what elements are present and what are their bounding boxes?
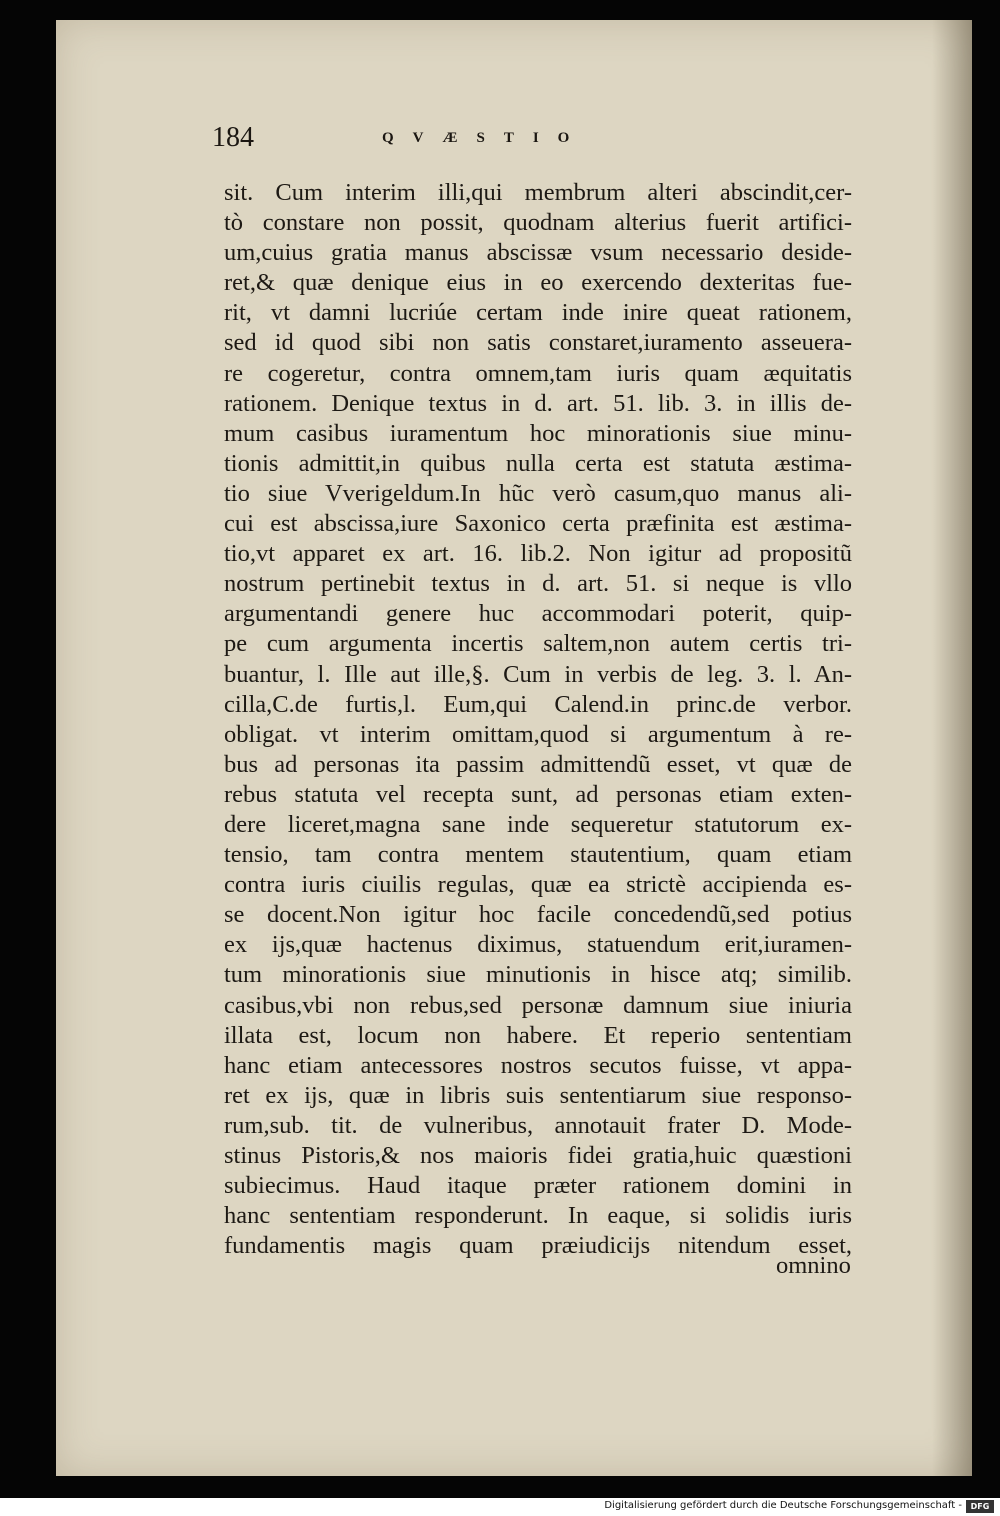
catchword: omnino	[776, 1252, 851, 1279]
text-line: tum minorationis siue minutionis in hisce atq; similib.	[224, 961, 852, 989]
text-line: buantur, l. Ille aut ille,§. Cum in verbis de leg. 3. l. An-	[224, 660, 852, 688]
text-line: cilla,C.de furtis,l. Eum,qui Calend.in princ.de verbor.	[224, 690, 852, 718]
text-line: subiecimus. Haud itaque præter rationem domini in	[224, 1172, 852, 1200]
footer-credit: Digitalisierung gefördert durch die Deutsche Forschungsgemeinschaft -	[604, 1500, 962, 1511]
running-title: QVÆSTIO	[382, 130, 589, 146]
dfg-logo: DFG	[966, 1500, 994, 1513]
text-line: cui est abscissa,iure Saxonico certa præfinita est æstima-	[224, 510, 852, 538]
text-line: rationem. Denique textus in d. art. 51. lib. 3. in illis de-	[224, 389, 852, 417]
text-line: re cogeretur, contra omnem,tam iuris quam æquitatis	[224, 359, 852, 387]
text-line: illata est, locum non habere. Et reperio sententiam	[224, 1021, 852, 1049]
text-line: sit. Cum interim illi,qui membrum alteri abscindit,cer-	[224, 179, 852, 206]
text-line: argumentandi genere huc accommodari poterit, quip-	[224, 600, 852, 628]
text-line: dere liceret,magna sane inde sequeretur statutorum ex-	[224, 810, 852, 838]
text-line: rebus statuta vel recepta sunt, ad personas etiam exten-	[224, 780, 852, 808]
text-line: hanc etiam antecessores nostros secutos fuisse, vt appa-	[224, 1051, 852, 1079]
text-line: ret,& quæ denique eius in eo exercendo dexteritas fue-	[224, 269, 852, 297]
page-spine-shadow	[932, 20, 972, 1476]
running-head	[212, 120, 812, 160]
text-line: bus ad personas ita passim admittendũ esset, vt quæ de	[224, 750, 852, 778]
text-line: pe cum argumenta incertis saltem,non autem certis tri-	[224, 630, 852, 658]
text-line: sed id quod sibi non satis constaret,iuramento asseuera-	[224, 329, 852, 357]
text-line: contra iuris ciuilis regulas, quæ ea strictè accipienda es-	[224, 871, 852, 899]
text-line: tio,vt apparet ex art. 16. lib.2. Non igitur ad propositũ	[224, 540, 852, 568]
text-line: tio siue Vverigeldum.In hũc verò casum,quo manus ali-	[224, 479, 852, 507]
text-line: mum casibus iuramentum hoc minorationis siue minu-	[224, 419, 852, 447]
text-line: ex ijs,quæ hactenus diximus, statuendum erit,iuramen-	[224, 931, 852, 959]
text-line: tò constare non possit, quodnam alterius fuerit artifici-	[224, 209, 852, 237]
text-line: casibus,vbi non rebus,sed personæ damnum siue iniuria	[224, 991, 852, 1019]
text-line: rum,sub. tit. de vulneribus, annotauit frater D. Mode-	[224, 1111, 852, 1139]
text-line: obligat. vt interim omittam,quod si argumentum à re-	[224, 720, 852, 748]
text-line: tionis admittit,in quibus nulla certa est statuta æstima-	[224, 449, 852, 477]
text-line: se docent.Non igitur hoc facile concedendũ,sed potius	[224, 901, 852, 929]
text-line: stinus Pistoris,& nos maioris fidei gratia,huic quæstioni	[224, 1142, 852, 1169]
text-line: fundamentis magis quam præiudicijs nitendum esset,	[224, 1232, 852, 1260]
text-line: um,cuius gratia manus abscissæ vsum necessario deside-	[224, 239, 852, 267]
body-text	[224, 178, 852, 1261]
text-line: rit, vt damni lucriúe certam inde inire queat rationem,	[224, 299, 852, 327]
page-number: 184	[212, 122, 254, 153]
text-line: nostrum pertinebit textus in d. art. 51. si neque is vllo	[224, 570, 852, 598]
footer-bar	[0, 1498, 1000, 1516]
text-line: ret ex ijs, quæ in libris suis sententiarum siue responso-	[224, 1081, 852, 1109]
text-line: tensio, tam contra mentem stautentium, quam etiam	[224, 841, 852, 869]
text-line: hanc sententiam responderunt. In eaque, si solidis iuris	[224, 1202, 852, 1230]
